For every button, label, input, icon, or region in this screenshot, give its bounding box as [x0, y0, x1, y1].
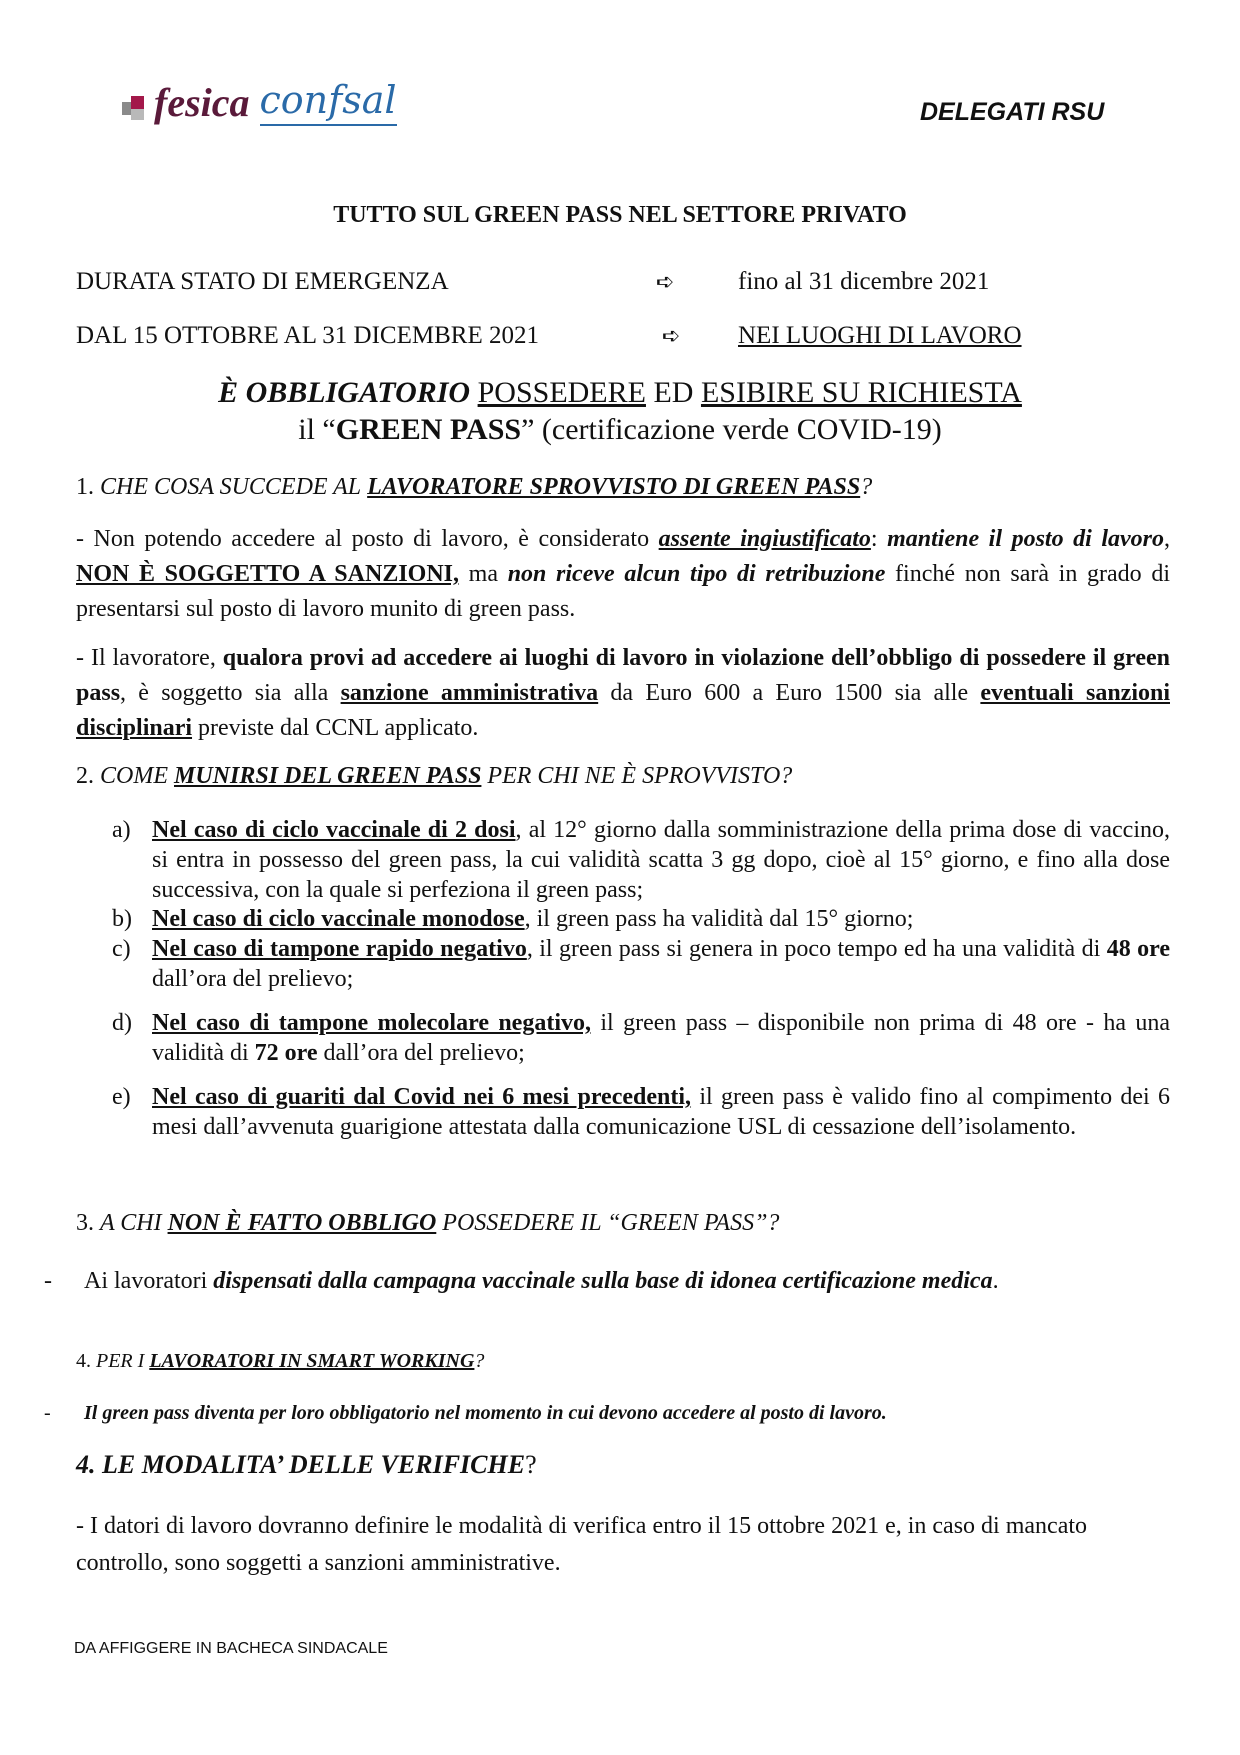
text: - Il lavoratore,	[76, 645, 223, 671]
obligation-line2-bold: GREEN PASS	[335, 413, 522, 446]
question-emphasis: LAVORATORE SPROVVISTO DI GREEN PASS	[367, 474, 861, 500]
list-emphasis: Nel caso di tampone molecolare negativo,	[152, 1010, 591, 1036]
list-text: , al 12° giorno dalla somministrazione della prima dose di vaccino, si entra in possesso del green pass, la cui validità scatta 3 gg dopo, cioè al 15° giorno, e fino alla dose successiva, con la quale si perfeziona il green pass;	[152, 817, 1170, 903]
list-text: il green pass – disponibile non prima di 48 ore - ha una validità di	[152, 1010, 1171, 1066]
question-1	[76, 474, 872, 501]
text-emphasis: sanzione amministrativa	[340, 680, 599, 706]
list-label: d)	[112, 1010, 132, 1036]
arrow-icon: ➪	[656, 270, 675, 295]
text-emphasis: non riceve alcun tipo di retribuzione	[507, 561, 886, 587]
list-label: e)	[112, 1084, 131, 1110]
text-emphasis: mantiene il posto di lavoro	[887, 526, 1165, 552]
list-item	[112, 1008, 1170, 1068]
paragraph-3	[84, 1264, 1170, 1298]
question-number: 1.	[76, 474, 94, 500]
obligation-show: ESIBIRE SU RICHIESTA	[700, 376, 1022, 409]
text-emphasis: dispensati dalla campagna vaccinale sulla base di idonea certificazione medica	[213, 1268, 993, 1294]
text-emphasis: assente ingiustificato	[658, 526, 871, 552]
obligation-strong: È OBBLIGATORIO	[218, 376, 471, 409]
question-2	[76, 763, 792, 790]
question-end: ?	[474, 1350, 485, 1372]
list-label: b)	[112, 906, 132, 932]
list-text: dall’ora del prelievo;	[317, 1040, 525, 1066]
list-label: a)	[112, 817, 131, 843]
obligation-possess: POSSEDERE	[477, 376, 646, 409]
list-dash: -	[44, 1402, 51, 1424]
question-end: ?	[525, 1450, 537, 1479]
logo-brand2: confsal	[260, 78, 397, 126]
period-value: NEI LUOGHI DI LAVORO	[738, 322, 1022, 349]
text: ma	[459, 561, 508, 587]
paragraph-5: - I datori di lavoro dovranno definire le modalità di verifica entro il 15 ottobre 2021 e, in caso di mancato controllo, sono soggetti a sanzioni amministrative.	[76, 1513, 1088, 1576]
paragraph-1	[76, 522, 1170, 627]
question-number: 4.	[76, 1350, 91, 1372]
list-label: c)	[112, 936, 131, 962]
question-text: A CHI	[100, 1210, 162, 1236]
question-4	[76, 1350, 484, 1373]
list-item	[112, 815, 1170, 905]
list-emphasis: Nel caso di ciclo vaccinale di 2 dosi	[152, 817, 516, 843]
text: .	[992, 1268, 999, 1294]
question-number: 3.	[76, 1210, 94, 1236]
text-emphasis: eventuali sanzioni disciplinari	[76, 680, 1170, 741]
footer-note: DA AFFIGGERE IN BACHECA SINDACALE	[74, 1640, 388, 1657]
header-right: DELEGATI RSU	[920, 98, 1105, 126]
text: ,	[1164, 526, 1171, 552]
question-number: 2.	[76, 763, 94, 789]
list-emphasis: Nel caso di guariti dal Covid nei 6 mesi precedenti,	[152, 1084, 692, 1110]
question-end: ?	[860, 474, 873, 500]
question-emphasis: LAVORATORI IN SMART WORKING	[149, 1350, 475, 1372]
question-text: CHE COSA SUCCEDE AL	[100, 474, 362, 500]
paragraph-4: Il green pass diventa per loro obbligatorio nel momento in cui devono accedere al posto di lavoro.	[84, 1402, 887, 1424]
text: previste dal CCNL applicato.	[192, 715, 479, 741]
question-end: PER CHI NE È SPROVVISTO?	[487, 763, 793, 789]
question-end: POSSEDERE IL “GREEN PASS”?	[442, 1210, 780, 1236]
list-item	[112, 934, 1170, 994]
question-emphasis: LE MODALITA’ DELLE VERIFICHE	[102, 1450, 526, 1479]
question-emphasis: MUNIRSI DEL GREEN PASS	[174, 763, 482, 789]
page-title: TUTTO SUL GREEN PASS NEL SETTORE PRIVATO	[333, 202, 907, 228]
list-text: , il green pass ha validità dal 15° giorno;	[524, 906, 914, 932]
text: - Non potendo accedere al posto di lavoro, è considerato	[76, 526, 659, 552]
obligation-line2-post: ” (certificazione verde COVID-19)	[521, 413, 942, 446]
question-text: COME	[100, 763, 168, 789]
logo	[122, 72, 397, 132]
list-text: il green pass è valido fino al compimento dei 6 mesi dall’avvenuta guarigione attestata dalla comunicazione USL di cessazione dell’isolamento.	[152, 1084, 1171, 1140]
list-text: , il green pass si genera in poco tempo ed ha una validità di	[526, 936, 1107, 962]
question-text: PER I	[96, 1350, 145, 1372]
emergency-value: fino al 31 dicembre 2021	[738, 268, 990, 295]
text: da Euro 600 a Euro 1500 sia alle	[598, 680, 981, 706]
text: :	[870, 526, 888, 552]
list-dash: -	[44, 1268, 52, 1294]
text-emphasis: NON È SOGGETTO A SANZIONI,	[76, 561, 460, 587]
list-emphasis: 72 ore	[254, 1040, 318, 1066]
list-emphasis: Nel caso di ciclo vaccinale monodose	[152, 906, 525, 932]
question-emphasis: NON È FATTO OBBLIGO	[167, 1210, 437, 1236]
paragraph-2	[76, 641, 1170, 746]
text: , è soggetto sia alla	[120, 680, 341, 706]
question-3	[76, 1210, 779, 1237]
list-item	[112, 904, 1170, 934]
question-number: 4.	[76, 1450, 96, 1479]
obligation-line2	[0, 413, 1240, 447]
list-emphasis: 48 ore	[1106, 936, 1170, 962]
question-5	[76, 1450, 537, 1480]
text: finché non sarà in grado di presentarsi sul posto di lavoro munito di green pass.	[76, 561, 1170, 622]
list-emphasis: Nel caso di tampone rapido negativo	[152, 936, 527, 962]
text: Ai lavoratori	[84, 1268, 214, 1294]
obligation-line1	[0, 376, 1240, 410]
period-label: DAL 15 OTTOBRE AL 31 DICEMBRE 2021	[76, 322, 539, 349]
logo-mark-icon	[122, 96, 148, 120]
logo-brand: fesica	[154, 79, 250, 125]
obligation-line2-pre: il “	[298, 413, 336, 446]
list-text: dall’ora del prelievo;	[152, 966, 354, 992]
emergency-label: DURATA STATO DI EMERGENZA	[76, 268, 449, 295]
obligation-and: ED	[653, 376, 694, 409]
text-emphasis: qualora provi ad accedere ai luoghi di lavoro in violazione dell’obbligo di possedere il green pass	[76, 645, 1170, 706]
list-item	[112, 1082, 1170, 1142]
arrow-icon: ➪	[662, 324, 681, 349]
